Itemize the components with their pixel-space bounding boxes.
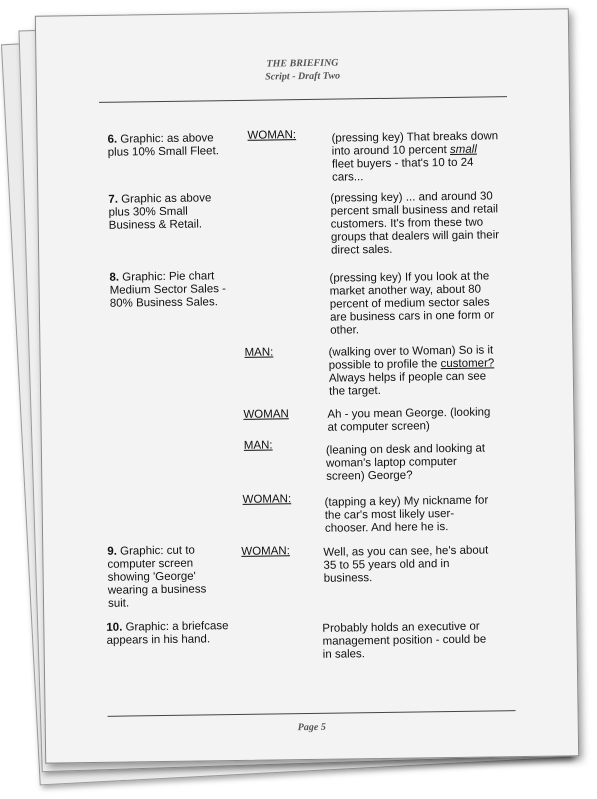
script-subtitle: Script - Draft Two — [265, 70, 341, 83]
graphic-text: Graphic as above plus 30% Small Business & Retail. — [108, 192, 212, 232]
graphic-text: Graphic: Pie chart Medium Sector Sales - 80% Business Sales. — [109, 270, 227, 310]
dialogue-line-1 — [331, 130, 502, 184]
dialogue-line-2: (pressing key) ... and around 30 percent small business and retail customers. It's from these two groups that dealers will gain their direct sales. — [330, 190, 500, 257]
dialogue-line-3: (pressing key) If you look at the market another way, about 80 percent of medium sector sales are business cars in one form or other. — [329, 270, 495, 337]
dialogue-emphasis: customer? — [440, 357, 495, 371]
graphic-cue-8 — [109, 270, 245, 311]
graphic-cue-6 — [107, 132, 232, 160]
dialogue-line-8: Well, as you can see, he's about 35 to 55 years old and in business. — [323, 544, 489, 585]
graphic-number: 9. — [107, 545, 117, 558]
script-title: THE BRIEFING — [266, 57, 339, 70]
graphic-number: 8. — [109, 271, 120, 284]
speaker-label: WOMAN: — [247, 129, 297, 142]
graphic-cue-7 — [108, 192, 224, 233]
graphic-cue-9 — [107, 544, 218, 611]
graphic-text: Graphic: a briefcase appears in his hand. — [106, 620, 229, 647]
graphic-number: 6. — [107, 133, 118, 146]
header-rule — [99, 96, 507, 103]
speaker-label: MAN: — [244, 346, 274, 359]
dialogue-emphasis: small — [449, 143, 477, 156]
graphic-text: Graphic: as above plus 10% Small Fleet. — [107, 132, 220, 159]
dialogue-text: (pressing key) That breaks down into around 10 percent — [331, 130, 499, 158]
dialogue-text: fleet buyers - that's 10 to 24 cars... — [331, 156, 474, 184]
dialogue-line-5: Ah - you mean George. (looking at computer screen) — [327, 406, 491, 434]
speaker-label: WOMAN: — [242, 493, 292, 506]
graphic-text: Graphic: cut to computer screen showing 'George' wearing a business suit. — [107, 544, 207, 610]
graphic-cue-10 — [106, 620, 236, 648]
dialogue-text: (walking over to Woman) So is it possible to profile the — [328, 344, 494, 372]
footer-rule — [108, 710, 516, 717]
speaker-label: WOMAN — [243, 408, 289, 421]
dialogue-text: Always helps if people can see the target. — [328, 370, 487, 398]
dialogue-line-7: (tapping a key) My nickname for the car's most likely user-chooser. And here he is. — [324, 494, 489, 535]
graphic-number: 10. — [106, 621, 123, 634]
speaker-label: MAN: — [243, 439, 273, 452]
speaker-label: WOMAN: — [241, 545, 290, 558]
dialogue-line-4 — [328, 344, 501, 398]
graphic-number: 7. — [108, 193, 119, 206]
page-number: Page 5 — [297, 721, 326, 734]
dialogue-line-6: (leaning on desk and looking at woman's laptop computer screen) George? — [325, 442, 486, 483]
script-page — [35, 8, 579, 763]
dialogue-line-9: Probably holds an executive or management position - could be in sales. — [322, 620, 487, 661]
page-header — [36, 53, 568, 86]
